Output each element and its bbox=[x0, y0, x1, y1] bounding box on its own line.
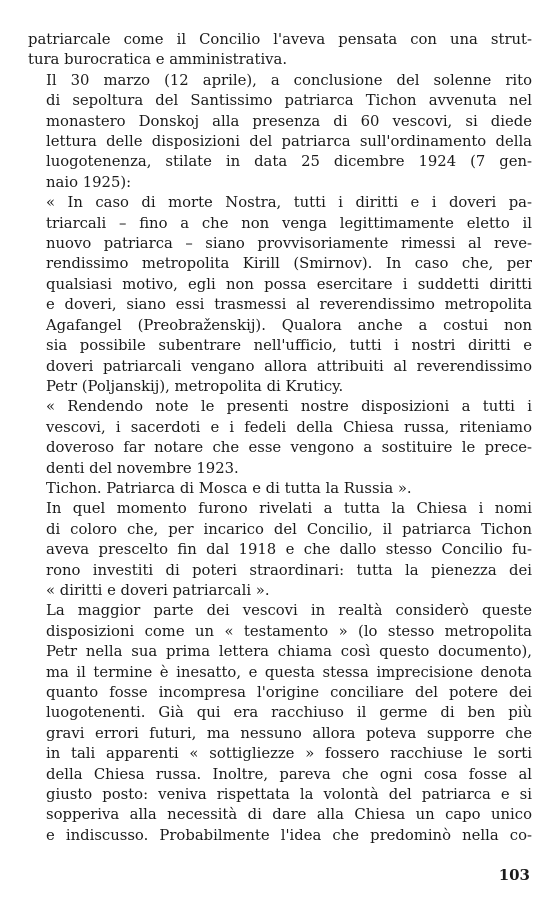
paragraph bbox=[28, 601, 532, 846]
text-line: quanto fosse incompresa l'origine conciliare del potere dei bbox=[46, 684, 532, 701]
paragraph bbox=[28, 193, 532, 397]
text-line: « Rendendo note le presenti nostre disposizioni a tutti i bbox=[46, 398, 532, 416]
text-line: patriarcale come il Concilio l'aveva pensata con una strut- bbox=[28, 31, 532, 48]
text-line: doveri patriarcali vengano allora attribuiti al reverendissimo bbox=[46, 357, 532, 375]
text-line: aveva prescelto fin dal 1918 e che dallo stesso Concilio fu- bbox=[46, 541, 532, 559]
text-line: tura burocratica e amministrativa. bbox=[28, 51, 288, 69]
text-line: Petr (Poljanskij), metropolita di Kruticy. bbox=[46, 377, 344, 395]
text-line: sopperiva alla necessità di dare alla Chiesa un capo unico bbox=[46, 806, 532, 824]
text-line: In quel momento furono rivelati a tutta la Chiesa i nomi bbox=[46, 500, 532, 518]
text-line: Tichon. Patriarca di Mosca e di tutta la Russia ». bbox=[46, 479, 412, 497]
paragraph bbox=[28, 499, 532, 601]
text-line: di sepoltura del Santissimo patriarca Tichon avvenuta nel bbox=[46, 92, 532, 110]
text-line: nuovo patriarca – siano provvisoriamente rimessi al reve- bbox=[46, 235, 532, 253]
text-line: sia possibile subentrare nell'ufficio, tutti i nostri diritti e bbox=[46, 337, 532, 355]
text-line: naio 1925): bbox=[46, 173, 132, 191]
paragraph bbox=[28, 71, 532, 193]
text-line: disposizioni come un « testamento » (lo stesso metropolita bbox=[46, 622, 532, 640]
text-line: lettura delle disposizioni del patriarca sull'ordinamento della bbox=[46, 133, 532, 151]
text-line: Petr nella sua prima lettera chiama così questo documento), bbox=[46, 643, 532, 661]
text-line: triarcali – fino a che non venga legittimamente eletto il bbox=[46, 214, 532, 232]
text-line: Il 30 marzo (12 aprile), a conclusione del solenne rito bbox=[46, 71, 532, 89]
text-line: La maggior parte dei vescovi in realtà considerò queste bbox=[46, 602, 532, 620]
text-line: e doveri, siano essi trasmessi al reverendissimo metropolita bbox=[46, 296, 532, 314]
text-line: di coloro che, per incarico del Concilio, il patriarca Tichon bbox=[46, 520, 532, 538]
paragraph bbox=[28, 30, 532, 71]
text-line: vescovi, i sacerdoti e i fedeli della Chiesa russa, riteniamo bbox=[46, 418, 532, 436]
text-line: giusto posto: veniva rispettata la volontà del patriarca e si bbox=[46, 786, 532, 804]
text-line: « In caso di morte Nostra, tutti i diritti e i doveri pa- bbox=[46, 194, 532, 212]
text-line: « diritti e doveri patriarcali ». bbox=[46, 581, 270, 599]
paragraph bbox=[28, 397, 532, 479]
text-line: rendissimo metropolita Kirill (Smirnov). In caso che, per bbox=[46, 255, 532, 273]
text-line: luogotenenza, stilate in data 25 dicembre 1924 (7 gen- bbox=[46, 153, 532, 171]
text-line: denti del novembre 1923. bbox=[46, 459, 239, 477]
page-body bbox=[28, 30, 532, 846]
paragraph bbox=[28, 479, 532, 499]
text-line: doveroso far notare che esse vengono a sostituire le prece- bbox=[46, 439, 532, 457]
text-line: della Chiesa russa. Inoltre, pareva che ogni cosa fosse al bbox=[46, 765, 532, 783]
text-line: rono investiti di poteri straordinari: tutta la pienezza dei bbox=[46, 561, 532, 579]
text-line: monastero Donskoj alla presenza di 60 vescovi, si diede bbox=[46, 112, 532, 130]
text-line: qualsiasi motivo, egli non possa esercitare i suddetti diritti bbox=[46, 275, 532, 293]
text-line: gravi errori futuri, ma nessuno allora poteva supporre che bbox=[46, 724, 532, 742]
text-line: ma il termine è inesatto, e questa stessa imprecisione denota bbox=[46, 663, 532, 681]
text-line: luogotenenti. Già qui era racchiuso il germe di ben più bbox=[46, 704, 532, 722]
text-line: Agafangel (Preobraženskij). Qualora anche a costui non bbox=[46, 316, 532, 334]
page-number: 103 bbox=[498, 866, 530, 884]
text-line: e indiscusso. Probabilmente l'idea che predominò nella co- bbox=[46, 826, 532, 844]
text-line: in tali apparenti « sottigliezze » fossero racchiuse le sorti bbox=[46, 745, 532, 763]
